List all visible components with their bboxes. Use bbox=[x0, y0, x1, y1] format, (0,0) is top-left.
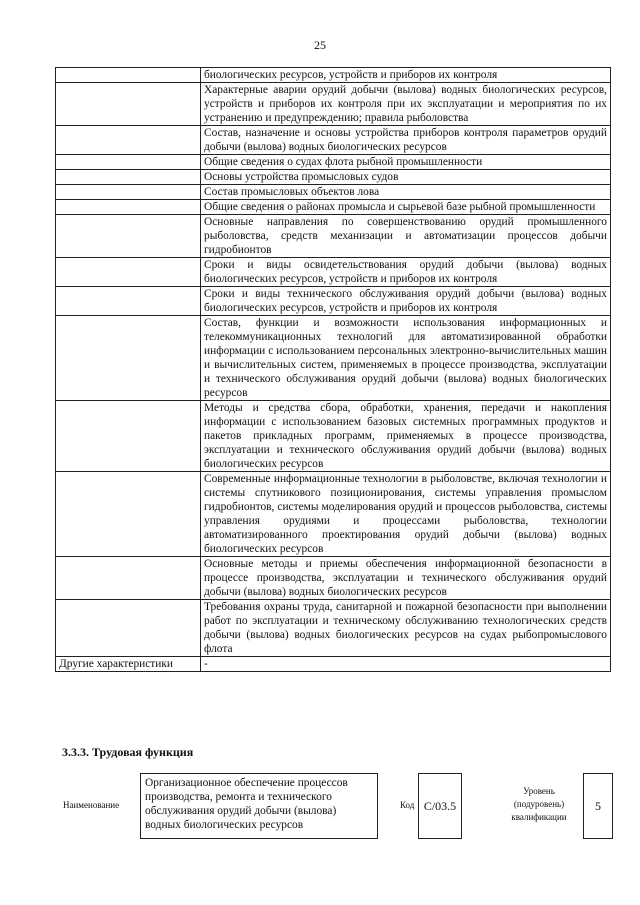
merged-label-cell bbox=[56, 185, 201, 200]
merged-label-cell bbox=[56, 170, 201, 185]
qualification-level-value: 5 bbox=[583, 773, 613, 839]
table-row bbox=[56, 258, 611, 287]
merged-label-cell bbox=[56, 557, 201, 600]
merged-label-cell bbox=[56, 316, 201, 401]
knowledge-cell: Методы и средства сбора, обработки, хранения, передачи и накопления информации с использованием базовых системных программных продуктов и пакетов прикладных программ, применяемых в процессе производства, эксплуатации и технического обслуживания орудий добычи (вылова) водных биологических ресурсов bbox=[201, 401, 611, 472]
table-row bbox=[56, 401, 611, 472]
table-row bbox=[56, 200, 611, 215]
code-value: С/03.5 bbox=[418, 773, 462, 839]
table-row bbox=[56, 83, 611, 126]
table-row-other bbox=[56, 657, 611, 672]
code-label: Код bbox=[400, 800, 415, 810]
merged-label-cell bbox=[56, 83, 201, 126]
merged-label-cell bbox=[56, 215, 201, 258]
table-row bbox=[56, 215, 611, 258]
table-row bbox=[56, 600, 611, 657]
knowledge-cell: биологических ресурсов, устройств и приборов их контроля bbox=[201, 68, 611, 83]
page-number: 25 bbox=[314, 38, 326, 52]
knowledge-cell: Состав, функции и возможности использования информационных и телекоммуникационных технологий для автоматизированной обработки информации с использованием персональных электронно-вычислительных машин и вычислительных систем, применяемых в процессе производства, эксплуатации и технического обслуживания орудий добычи (вылова) водных биологических ресурсов bbox=[201, 316, 611, 401]
table-row bbox=[56, 170, 611, 185]
table-row bbox=[56, 316, 611, 401]
knowledge-cell: Общие сведения о судах флота рыбной промышленности bbox=[201, 155, 611, 170]
knowledge-cell: Состав, назначение и основы устройства приборов контроля параметров орудий добычи (вылова) водных биологических ресурсов bbox=[201, 126, 611, 155]
knowledge-cell: Состав промысловых объектов лова bbox=[201, 185, 611, 200]
requirements-table bbox=[55, 67, 611, 672]
other-characteristics-value: - bbox=[201, 657, 611, 672]
knowledge-cell: Современные информационные технологии в рыболовстве, включая технологии и системы спутникового позиционирования, системы управления промыслом гидробионтов, системы моделирования орудий и процессов рыболовства, системы управления орудиями и процессами рыболовства, технологии автоматизированного проектирования орудий добычи (вылова) водных биологических ресурсов bbox=[201, 472, 611, 557]
table-row bbox=[56, 472, 611, 557]
knowledge-cell: Сроки и виды освидетельствования орудий добычи (вылова) водных биологических ресурсов, устройств и приборов их контроля bbox=[201, 258, 611, 287]
table-row bbox=[56, 287, 611, 316]
merged-label-cell bbox=[56, 472, 201, 557]
table-row bbox=[56, 126, 611, 155]
merged-label-cell bbox=[56, 155, 201, 170]
knowledge-cell: Основные методы и приемы обеспечения информационной безопасности в процессе производства, эксплуатации и технического обслуживания орудий добычи (вылова) водных биологических ресурсов bbox=[201, 557, 611, 600]
requirements-table-body bbox=[56, 68, 611, 672]
knowledge-cell: Основы устройства промысловых судов bbox=[201, 170, 611, 185]
section-title: 3.3.3. Трудовая функция bbox=[62, 745, 194, 759]
knowledge-cell: Характерные аварии орудий добычи (вылова) водных биологических ресурсов, устройств и приборов их контроля при их эксплуатации и мероприятия по их устранению и предупреждению; правила рыболовства bbox=[201, 83, 611, 126]
merged-label-cell bbox=[56, 126, 201, 155]
merged-label-cell bbox=[56, 600, 201, 657]
knowledge-cell: Сроки и виды технического обслуживания орудий добычи (вылова) водных биологических ресурсов, устройств и приборов их контроля bbox=[201, 287, 611, 316]
table-row bbox=[56, 68, 611, 83]
knowledge-cell: Основные направления по совершенствованию орудий промышленного рыболовства, средств механизации и автоматизации процессов добычи гидробионтов bbox=[201, 215, 611, 258]
function-name-value: Организационное обеспечение процессов производства, ремонта и технического обслуживания орудий добычи (вылова) водных биологических ресурсов bbox=[140, 773, 378, 839]
function-name-label: Наименование bbox=[63, 800, 120, 810]
table-row bbox=[56, 155, 611, 170]
merged-label-cell bbox=[56, 200, 201, 215]
knowledge-cell: Общие сведения о районах промысла и сырьевой базе рыбной промышленности bbox=[201, 200, 611, 215]
knowledge-cell: Требования охраны труда, санитарной и пожарной безопасности при выполнении работ по эксплуатации и техническому обслуживанию технологических средств добычи (вылова) водных биологических ресурсов на судах рыбопромыслового флота bbox=[201, 600, 611, 657]
other-characteristics-label: Другие характеристики bbox=[56, 657, 201, 672]
merged-label-cell bbox=[56, 258, 201, 287]
table-row bbox=[56, 185, 611, 200]
table-row bbox=[56, 557, 611, 600]
merged-label-cell bbox=[56, 401, 201, 472]
merged-label-cell bbox=[56, 68, 201, 83]
merged-label-cell bbox=[56, 287, 201, 316]
qualification-level-label: Уровень (подуровень) квалификации bbox=[511, 786, 567, 822]
